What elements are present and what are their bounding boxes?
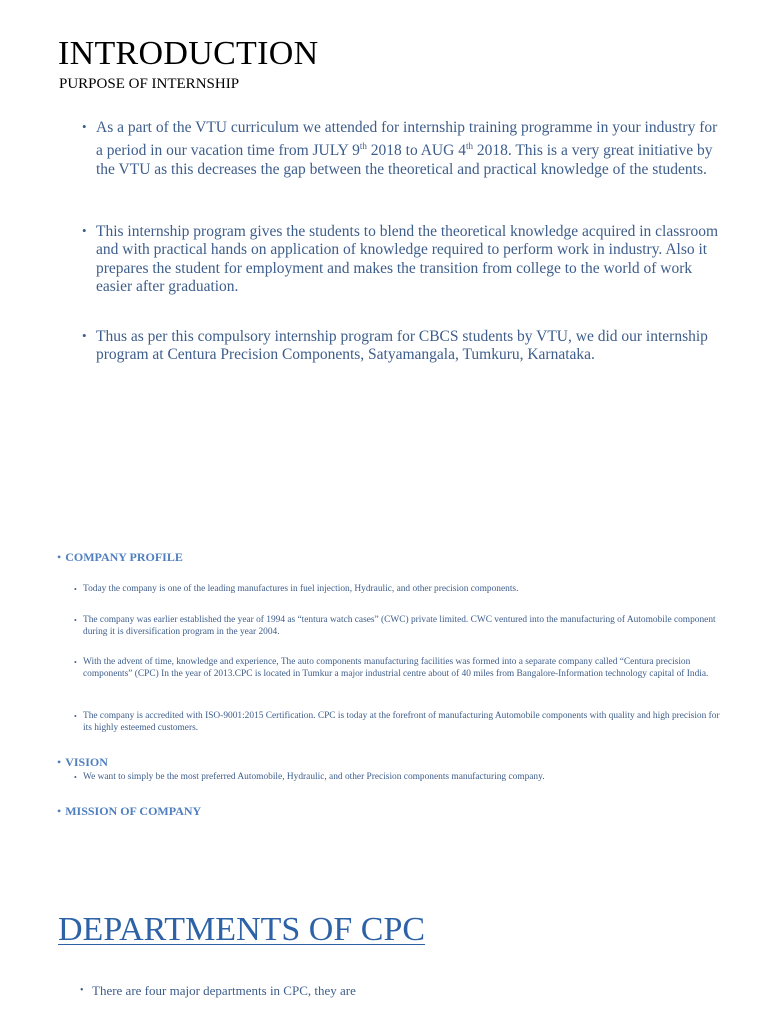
profile-item-2: • The company was earlier established the year of 1994 as “tentura watch cases” (CWC) private limited. CWC ventured into the manufacturing of Automobile component during it is diversification program in the year 2004. xyxy=(74,615,716,637)
intro-bullet-3-text: Thus as per this compulsory internship program for CBCS students by VTU, we did our internship program at Centura Precision Components, Satyamangala, Tumkuru, Karnataka. xyxy=(96,328,708,364)
intro-bullet-1-text: As a part of the VTU curriculum we attended for internship training programme in your industry for a period in our vacation time from JULY 9th 2018 to AUG 4th 2018. This is a very great initiative by the VTU as this decreases the gap between the theoretical and practical knowledge of the students. xyxy=(96,119,718,178)
mission-heading: • MISSION OF COMPANY xyxy=(57,804,202,818)
intro-bullet-3 xyxy=(78,328,718,365)
departments-heading: DEPARTMENTS OF CPC xyxy=(58,911,426,948)
page-title: INTRODUCTION xyxy=(58,35,319,72)
bullet-marker: • xyxy=(82,223,87,238)
vision-item: • We want to simply be the most preferred Automobile, Hydraulic, and other Precision components manufacturing company. xyxy=(74,772,545,782)
bullet-marker: • xyxy=(82,328,87,343)
bullet-marker: • xyxy=(82,119,87,134)
vision-heading: • VISION xyxy=(57,755,108,769)
intro-bullet-2-text: This internship program gives the students to blend the theoretical knowledge acquired in classroom and with practical hands on application of knowledge required to perform work in industry. Also it prepares the student for employment and makes the transition from college to the world of work easier after graduation. xyxy=(96,223,718,295)
departments-item: • There are four major departments in CPC, they are xyxy=(80,983,356,998)
intro-bullet-2 xyxy=(78,223,718,296)
profile-item-3: • With the advent of time, knowledge and experience, The auto components manufacturing facilities was formed into a separate company called “Centura precision components” (CPC) In the year of 2013.CPC is located in Tumkur a major industrial centre about of 40 miles from Bangalore-Information technology capital of India. xyxy=(74,657,709,679)
company-profile-heading: • COMPANY PROFILE xyxy=(57,550,183,564)
profile-item-1: • Today the company is one of the leading manufactures in fuel injection, Hydraulic, and other precision components. xyxy=(74,584,519,594)
profile-item-4: • The company is accredited with ISO-9001:2015 Certification. CPC is today at the forefront of manufacturing Automobile components with quality and high precision for its highly esteemed customers. xyxy=(74,711,720,733)
intro-bullet-1 xyxy=(78,119,718,179)
page-subtitle: PURPOSE OF INTERNSHIP xyxy=(59,76,240,92)
